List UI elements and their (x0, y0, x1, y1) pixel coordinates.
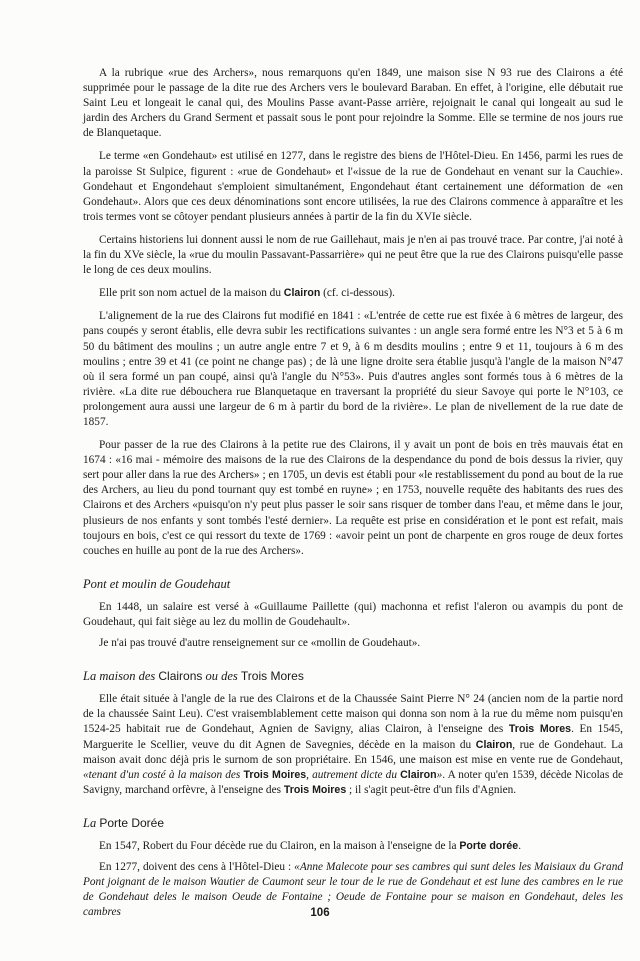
page-number: 106 (310, 907, 330, 919)
page-body (83, 66, 623, 929)
paragraph-gaillehaut: Certains historiens lui donnent aussi le nom de rue Gaillehaut, mais je n'en ai pas trouvé trace. Par contre, j'ai noté à la fin du XVe siècle, la «rue du moulin Passavant-Passarrière» qui ne peut être que la rue des Clairons puisqu'elle passe le long de ces deux moulins. (83, 233, 623, 277)
paragraph-cens-1277: En 1277, doivent des cens à l'Hôtel-Dieu : «Anne Malecote pour ses cambres qui sunt deles les Maisiaux du Grand Pont joignant de le maison Wautier de Caumont seur le tour de le rue de Gondehaut et est lune des cambres en le rue de Gondehaut deles le maison Oeude de Fontaine ; Oeude de Fontaine pour se maison en Gondehaut, deles les cambres (83, 861, 623, 919)
section-heading-porte-doree: La Porte Dorée (83, 815, 165, 830)
paragraph-maison-location: Elle était située à l'angle de la rue des Clairons et de la Chaussée Saint Pierre N° 24 (ancien nom de la partie nord de la chaussée Saint Leu). C'est vraisemblablement cette maison qui donna son nom à la rue du même nom puisqu'en 1524-25 habitait rue de Gondehaut, Agnien de Savigny, alias Clairon, à l'enseigne des Trois Mores. En 1545, Marguerite le Scellier, veuve du dit Agnen de Savegnies, décède en la maison du Clairon, rue de Gondehaut. La maison avait donc déjà pris le surnom de son propriétaire. En 1546, une maison est mise en vente rue de Gondehaut, «tenant d'un costé à la maison des Trois Moires, autrement dicte du Clairon». A noter qu'en 1539, décède Nicolas de Savigny, marchand orfèvre, à l'enseigne des Trois Moires ; il s'agit peut-être d'un fils d'Agnien. (83, 693, 623, 796)
paragraph-alignment: L'alignement de la rue des Clairons fut modifié en 1841 : «L'entrée de cette rue est fixée à 6 mètres de largeur, des pans coupés y seront établis, elle devra subir les rectifications suivantes : un angle sera formé entre les N°3 et 5 à 6 m 50 du bâtiment des moulins ; un autre angle entre 7 et 9, à 6 m desdits moulins ; entre 9 et 11, toujours à 6 m des moulins ; entre 39 et 41 (ce point ne change pas) ; de là une ligne droite sera établie jusqu'à l'angle de la maison N°47 où il sera formé un pan coupé, ainsi qu'à l'angle du N°53». Puis d'autres angles sont formés tous à 6 mètres de la rivière. «La dite rue déboucherа rue Blanquetaque en traversant la propriété du sieur Savoye qui porte le N°103, ce prolongement aura aussi une largeur de 6 m à partir du bord de la rivière». Le plan de nivellement de la rue date de 1857. (83, 310, 623, 428)
paragraph-salary-1448: En 1448, un salaire est versé à «Guillaume Paillette (qui) machonna et refist l'aleron ou avampis du pont de Goudehaut, qui fait siège au lez du mollin de Goudehault». (83, 600, 623, 628)
paragraph-robert-du-four: En 1547, Robert du Four décède rue du Clairon, en la maison à l'enseigne de la Porte dorée. (99, 840, 522, 853)
paragraph-no-other-info: Je n'ai pas trouvé d'autre renseignement sur ce «mollin de Goudehaut». (99, 637, 421, 650)
name-clairon: Clairon (283, 287, 321, 300)
paragraph-gondehaut-term: Le terme «en Gondehaut» est utilisé en 1277, dans le registre des biens de l'Hôtel-Dieu. En 1456, parmi les rues de la paroisse St Sulpice, figurent : «rue de Gondehaut» et l'«issue de la rue de Gondehaut en venant sur la Cauchie». Gondehaut et Engondehaut s'emploient simultanément, Engondehaut étant certainement une déformation de «en Gondehaut». Alors que ces deux dénominations sont encore utilisées, la rue des Clairons commence à apparaître et les trois termes vont se côtoyer pendant plusieurs années à partir de la fin du XVIe siècle. (83, 150, 623, 223)
section-heading-maison-clairons: La maison des Clairons ou des Trois Mores (83, 669, 304, 684)
paragraph-wooden-bridge: Pour passer de la rue des Clairons à la petite rue des Clairons, il y avait un pont de bois en très mauvais état en 1674 : «16 mai - mémoire des maisons de la rue des Clairons de la despendance du pond de bois dessus la rivier, quy sert pour aller dans la rue des Archers» ; en 1705, un devis est établi pour «le restablissement du pond au bout de la rue des Archers, au lieu du pond tournant quy est tombé en ruyne» ; en 1753, nouvelle requête des habitants des rues des Clairons et des Archers «puisqu'on n'y peut plus passer le soir sans risquer de tomber dans l'eau, et même dans le jour, plusieurs de nos enfants y sont tombés l'esté dernier». La requête est prise en considération et le pont est refait, mais toujours en bois, c'est ce qui ressort du texte de 1769 : «avoir peint un pont de charpente en gros rouge de deux fortes couches en huille au pont de la rue des Archers». (83, 439, 623, 557)
paragraph-rue-des-archers: A la rubrique «rue des Archers», nous remarquons qu'en 1849, une maison sise N 93 rue des Clairons a été supprimée pour le passage de la dite rue des Archers vers le boulevard Baraban. En effet, à l'origine, elle débutait rue Saint Leu et longeait le canal qui, des Moulins Passe avant-Passe arrière, rejoignait le canal qui longeait au sud le jardin des Archers du Grand Serment et passait sous le pont pour rejoindre la Somme. Elle se termine de nos jours rue de Blanquetaque. (83, 67, 623, 140)
section-heading-pont-moulin: Pont et moulin de Goudehaut (83, 576, 231, 591)
paragraph-name-origin: Elle prit son nom actuel de la maison du Clairon (cf. ci-dessous). (99, 287, 395, 300)
